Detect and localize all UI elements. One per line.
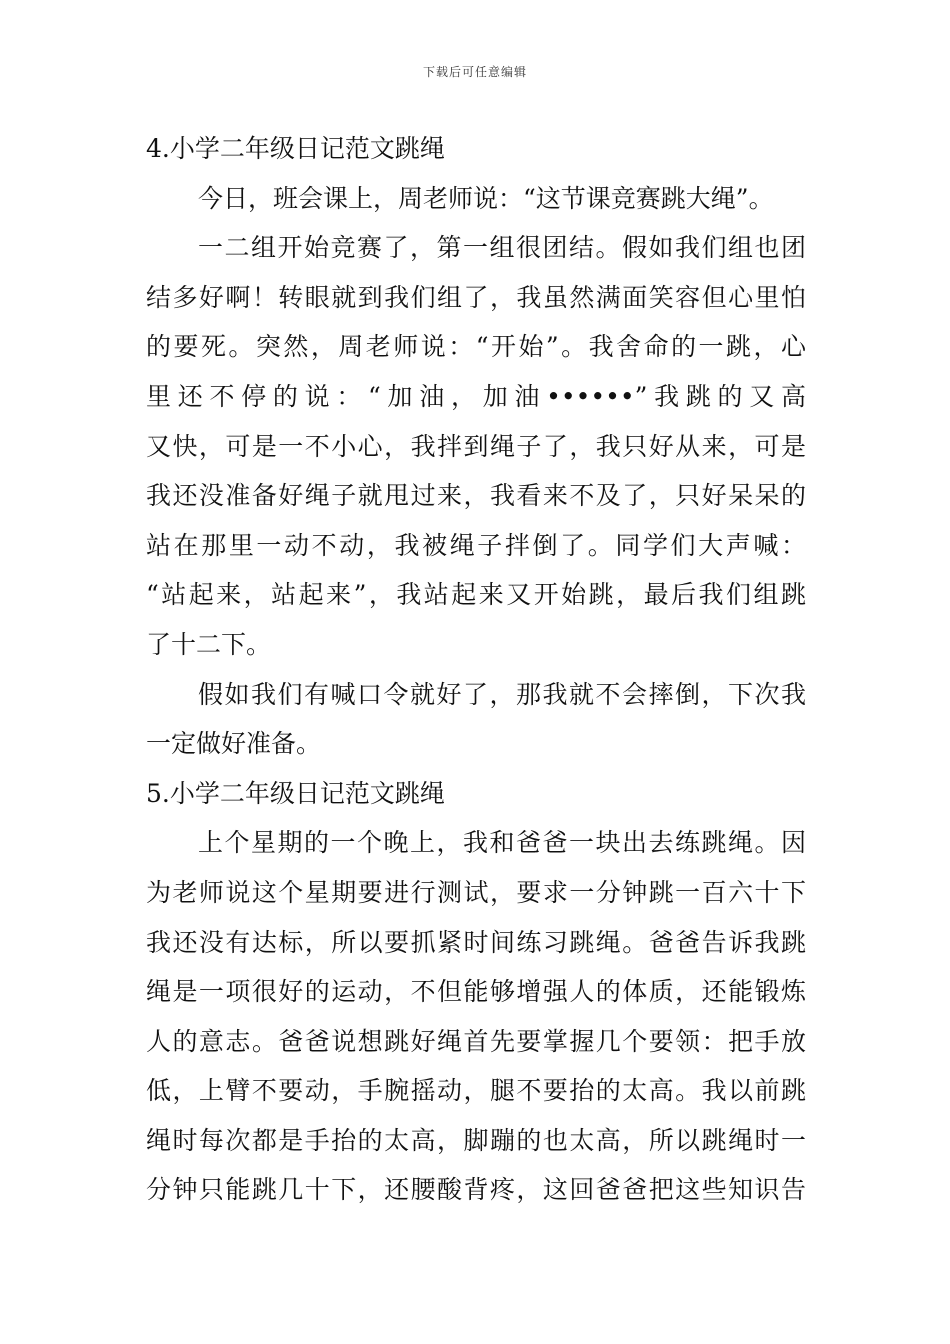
text-line: 我还没准备好绳子就甩过来，我看来不及了，只好呆呆的	[146, 481, 806, 511]
text-line: 分钟只能跳几十下，还腰酸背疼，这回爸爸把这些知识告	[146, 1175, 806, 1205]
text-line: 人的意志。爸爸说想跳好绳首先要掌握几个要领：把手放	[146, 1026, 806, 1056]
text-line: 站在那里一动不动，我被绳子拌倒了。同学们大声喊：	[146, 530, 806, 560]
text-line: 为老师说这个星期要进行测试，要求一分钟跳一百六十下	[146, 877, 806, 907]
text-line: 里还不停的说：“加油，加油••••••”我跳的又高	[146, 381, 806, 411]
text-line: 今日，班会课上，周老师说：“这节课竞赛跳大绳”。	[198, 183, 774, 213]
text-line: 假如我们有喊口令就好了，那我就不会摔倒，下次我	[198, 679, 806, 709]
header-note: 下载后可任意编辑	[422, 65, 527, 79]
text-line: 又快，可是一不小心，我拌到绳子了，我只好从来，可是	[146, 431, 806, 461]
text-line: 的要死。突然，周老师说：“开始”。我舍命的一跳，心	[146, 332, 806, 362]
document-body	[146, 124, 806, 1215]
text-line: 绳时每次都是手抬的太高，脚蹦的也太高，所以跳绳时一	[146, 1125, 806, 1155]
text-line: 绳是一项很好的运动，不但能够增强人的体质，还能锻炼	[146, 977, 806, 1007]
text-line: 一定做好准备。	[146, 729, 322, 759]
text-line: 一二组开始竞赛了，第一组很团结。假如我们组也团	[198, 233, 806, 263]
text-line: 5.小学二年级日记范文跳绳	[146, 778, 445, 808]
text-line: 结多好啊！转眼就到我们组了，我虽然满面笑容但心里怕	[146, 282, 806, 312]
text-line: 低，上臂不要动，手腕摇动，腿不要抬的太高。我以前跳	[146, 1076, 806, 1106]
text-line: “站起来，站起来”，我站起来又开始跳，最后我们组跳	[146, 580, 806, 610]
text-line: 我还没有达标，所以要抓紧时间练习跳绳。爸爸告诉我跳	[146, 927, 806, 957]
text-line: 了十二下。	[146, 629, 272, 659]
text-line: 4.小学二年级日记范文跳绳	[146, 134, 445, 163]
text-line: 上个星期的一个晚上，我和爸爸一块出去练跳绳。因	[198, 828, 806, 858]
